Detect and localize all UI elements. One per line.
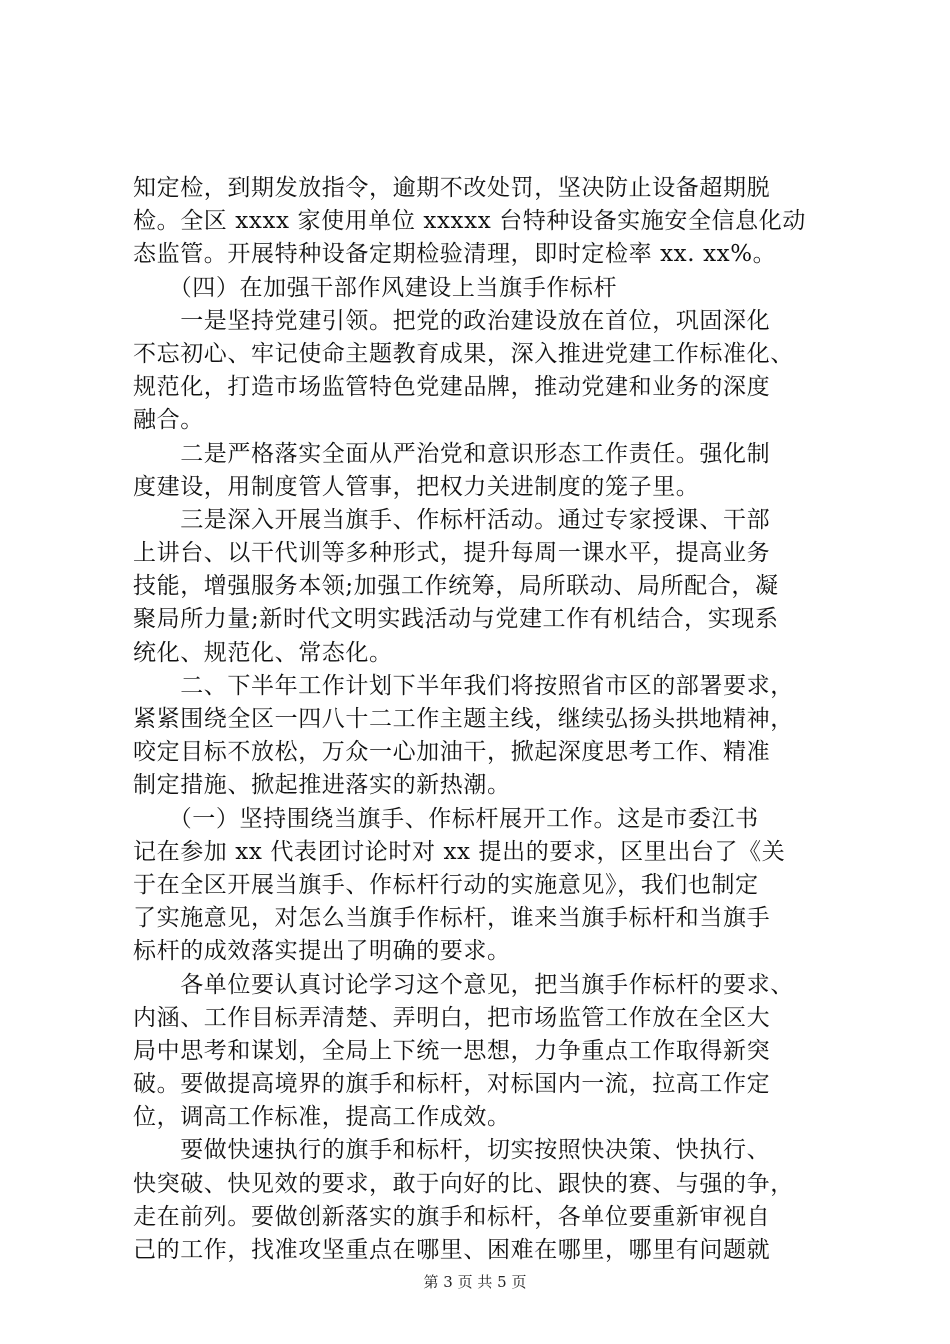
text-line: 要做快速执行的旗手和标杆，切实按照快决策、快执行、	[133, 1137, 771, 1164]
text-line: （四）在加强干部作风建设上当旗手作标杆	[133, 274, 618, 301]
text-line: （一）坚持围绕当旗手、作标杆展开工作。这是市委江书	[133, 805, 759, 832]
text-line: 己的工作，找准攻坚重点在哪里、困难在哪里，哪里有问题就	[133, 1237, 771, 1263]
text-line: 各单位要认真讨论学习这个意见，把当旗手作标杆的要求、	[133, 971, 794, 998]
text-line: 不忘初心、牢记使命主题教育成果，深入推进党建工作标准化、	[133, 340, 794, 367]
text-line: 三是深入开展当旗手、作标杆活动。通过专家授课、干部	[133, 506, 771, 533]
text-line: 记在参加 xx 代表团讨论时对 xx 提出的要求，区里出台了《关	[133, 838, 786, 865]
text-line: 快突破、快见效的要求，敢于向好的比、跟快的赛、与强的争，	[133, 1170, 794, 1197]
text-line: 走在前列。要做创新落实的旗手和标杆，各单位要重新审视自	[133, 1203, 771, 1230]
document-body	[133, 172, 823, 1267]
text-line: 度建设，用制度管人管事，把权力关进制度的笼子里。	[133, 473, 700, 500]
text-line: 技能，增强服务本领;加强工作统筹，局所联动、局所配合，凝	[133, 573, 779, 600]
text-line: 一是坚持党建引领。把党的政治建设放在首位，巩固深化	[133, 307, 771, 334]
text-line: 破。要做提高境界的旗手和标杆，对标国内一流，拉高工作定	[133, 1071, 771, 1098]
text-line: 检。全区 xxxx 家使用单位 xxxxx 台特种设备实施安全信息化动	[133, 208, 806, 235]
text-line: 统化、规范化、常态化。	[133, 639, 393, 666]
page-footer: 第 3 页 共 5 页	[423, 1273, 527, 1291]
text-line: 聚局所力量;新时代文明实践活动与党建工作有机结合，实现系	[133, 606, 779, 633]
text-line: 内涵、工作目标弄清楚、弄明白，把市场监管工作放在全区大	[133, 1004, 771, 1031]
text-line: 规范化，打造市场监管特色党建品牌，推动党建和业务的深度	[133, 374, 771, 401]
text-line: 上讲台、以干代训等多种形式，提升每周一课水平，提高业务	[133, 540, 771, 567]
text-line: 融合。	[133, 407, 204, 434]
text-line: 位，调高工作标准，提高工作成效。	[133, 1104, 511, 1131]
text-line: 紧紧围绕全区一四八十二工作主题主线，继续弘扬头拱地精神，	[133, 706, 794, 732]
text-line: 态监管。开展特种设备定期检验清理，即时定检率 xx. xx%。	[133, 241, 777, 268]
text-line: 局中思考和谋划，全局上下统一思想，力争重点工作取得新突	[133, 1037, 771, 1064]
text-line: 二、下半年工作计划下半年我们将按照省市区的部署要求，	[133, 672, 794, 699]
text-line: 知定检，到期发放指令，逾期不改处罚，坚决防止设备超期脱	[133, 175, 771, 201]
text-line: 标杆的成效落实提出了明确的要求。	[133, 938, 511, 965]
text-line: 咬定目标不放松，万众一心加油干，掀起深度思考工作、精准	[133, 739, 771, 766]
text-line: 制定措施、掀起推进落实的新热潮。	[133, 772, 511, 799]
text-line: 二是严格落实全面从严治党和意识形态工作责任。强化制	[133, 440, 771, 467]
text-line: 于在全区开展当旗手、作标杆行动的实施意见》，我们也制定	[133, 871, 759, 898]
text-line: 了实施意见，对怎么当旗手作标杆，谁来当旗手标杆和当旗手	[133, 905, 771, 932]
